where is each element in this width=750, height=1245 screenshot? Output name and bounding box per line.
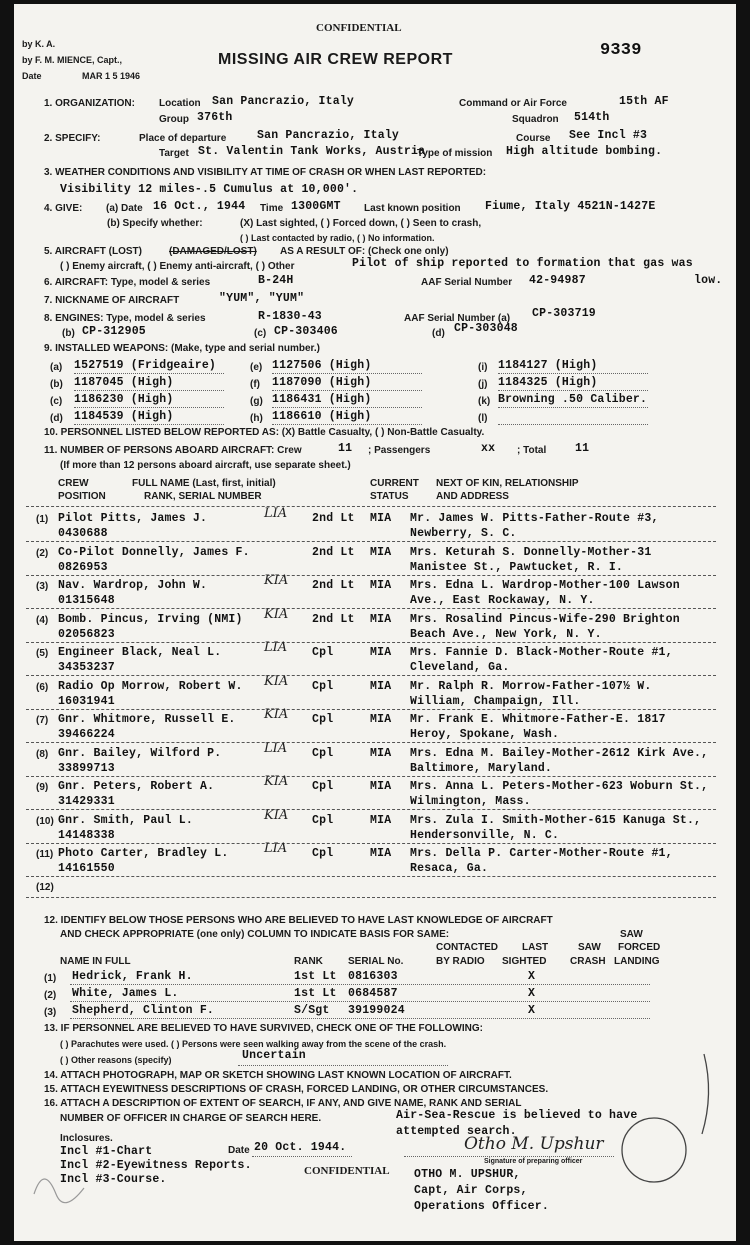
weapon-key: (c): [50, 396, 63, 407]
crew-row-number: (7): [36, 715, 49, 726]
s4-label: 4. GIVE:: [44, 203, 83, 214]
crew-kin-line-2: Beach Ave., New York, N. Y.: [410, 627, 602, 641]
crew-rank: Cpl: [312, 780, 334, 793]
s4-date-label: (a) Date: [106, 203, 143, 214]
s8-c: CP-303406: [274, 325, 338, 338]
weapon-value: 1184325 (High): [498, 376, 598, 389]
crew-handwritten-note: LIA: [264, 841, 288, 856]
crew-status: MIA: [370, 512, 392, 525]
s2-label: 2. SPECIFY:: [44, 133, 101, 144]
crew-row-number: (5): [36, 648, 49, 659]
weapon-key: (e): [250, 362, 263, 373]
s15: 15. ATTACH EYEWITNESS DESCRIPTIONS OF CRASH, FORCED LANDING, OR OTHER CIRCUMSTANCES.: [44, 1084, 549, 1095]
crew-row-number: (11): [36, 849, 54, 860]
crew-rank: 2nd Lt: [312, 579, 355, 592]
crew-name: Co-Pilot Donnelly, James F.: [58, 545, 250, 559]
crew-kin-line-1: Mrs. Edna L. Wardrop-Mother-100 Lawson: [410, 579, 680, 592]
crew-kin-line-1: Mr. James W. Pitts-Father-Route #3,: [410, 512, 659, 525]
s8-b-label: (b): [62, 328, 75, 339]
s1-location-label: Location: [159, 98, 201, 109]
crew-status: MIA: [370, 780, 392, 793]
crew-status: MIA: [370, 679, 392, 693]
crew-status: MIA: [370, 847, 392, 860]
s6-label: 6. AIRCRAFT: Type, model & series: [44, 277, 211, 288]
crew-serial: 16031941: [58, 694, 115, 708]
crew-kin-line-1: Mrs. Fannie D. Black-Mother-Route #1,: [410, 646, 673, 659]
margin-scribble: [702, 1054, 709, 1134]
witness-rank: 1st Lt: [294, 987, 337, 1000]
crew-kin-line-2: Heroy, Spokane, Wash.: [410, 728, 560, 741]
crew-serial: 33899713: [58, 761, 115, 775]
s12-h-contacted: CONTACTED: [436, 942, 499, 953]
crew-col3-a: CURRENT: [370, 478, 419, 489]
auth-by-2: by F. M. MIENCE, Capt.,: [22, 55, 123, 65]
crew-serial: 01315648: [58, 594, 115, 607]
crew-rank: Cpl: [312, 813, 334, 827]
crew-rank: 2nd Lt: [312, 612, 355, 626]
weapon-key: (a): [50, 362, 63, 373]
witness-last-sighted-mark: X: [528, 987, 536, 1000]
footer-date-label: Date: [228, 1145, 250, 1156]
crew-serial: 31429331: [58, 795, 115, 808]
witness-serial: 39199024: [348, 1004, 405, 1017]
s12-h-saw2: SAW: [578, 942, 601, 953]
crew-row-number: (9): [36, 782, 49, 793]
s4-pos: Fiume, Italy 4521N-1427E: [485, 200, 656, 213]
s5-line2: ( ) Enemy aircraft, ( ) Enemy anti-aircraft, ( ) Other: [60, 261, 295, 272]
crew-rank: Cpl: [312, 713, 334, 726]
s2-depart-label: Place of departure: [139, 133, 227, 144]
crew-col1-a: CREW: [58, 478, 89, 489]
crew-handwritten-note: KIA: [264, 774, 289, 789]
crew-name: Gnr. Peters, Robert A.: [58, 780, 215, 793]
inclosure-1: Incl #1-Chart: [60, 1145, 153, 1158]
s2-target: St. Valentin Tank Works, Austria: [198, 145, 426, 158]
s11-note: (If more than 12 persons aboard aircraft, use separate sheet.): [60, 460, 351, 471]
s8-d-label: (d): [432, 328, 445, 339]
s11-crew: 11: [338, 442, 353, 455]
s8-c-label: (c): [254, 328, 267, 339]
s2-mission-label: Type of mission: [417, 148, 493, 159]
s1-location: San Pancrazio, Italy: [212, 95, 355, 108]
weapon-value: 1187090 (High): [272, 376, 372, 389]
crew-rank: 2nd Lt: [312, 545, 355, 559]
signature: Otho M. Upshur: [464, 1134, 604, 1154]
s5-other: Pilot of ship reported to formation that gas was: [352, 257, 693, 270]
s4-time-label: Time: [260, 203, 284, 214]
weapon-key: (l): [478, 413, 488, 424]
s12-h-name: NAME IN FULL: [60, 956, 131, 967]
s6-serial: 42-94987: [529, 274, 586, 287]
crew-kin-line-1: Mrs. Rosalind Pincus-Wife-290 Brighton: [410, 612, 680, 626]
witness-last-sighted-mark: X: [528, 1004, 536, 1017]
s16-line1: 16. ATTACH A DESCRIPTION OF EXTENT OF SEARCH, IF ANY, AND GIVE NAME, RANK AND SERIAL: [44, 1098, 522, 1109]
auth-by-1: by K. A.: [22, 39, 56, 49]
crew-kin-line-2: Resaca, Ga.: [410, 862, 489, 875]
weapon-key: (f): [250, 379, 260, 390]
crew-kin-line-1: Mr. Ralph R. Morrow-Father-107½ W.: [410, 679, 652, 693]
s6-serial-label: AAF Serial Number: [421, 277, 513, 288]
s2-target-label: Target: [159, 148, 189, 159]
crew-kin-line-2: Wilmington, Mass.: [410, 795, 531, 808]
s5-struck: (DAMAGED/LOST): [169, 246, 257, 257]
crew-handwritten-note: KIA: [264, 807, 289, 823]
s11-total-label: ; Total: [517, 445, 547, 456]
witness-name: Shepherd, Clinton F.: [72, 1004, 215, 1017]
s2-mission: High altitude bombing.: [506, 145, 663, 158]
crew-col1-b: POSITION: [58, 491, 106, 502]
s8-b: CP-312905: [82, 325, 146, 338]
witness-name: White, James L.: [72, 987, 179, 1000]
weapon-key: (g): [250, 396, 263, 407]
s11-label: 11. NUMBER OF PERSONS ABOARD AIRCRAFT: Crew: [44, 445, 302, 456]
inclosure-3: Incl #3-Course.: [60, 1173, 167, 1186]
crew-kin-line-2: Baltimore, Maryland.: [410, 761, 553, 775]
crew-name: Photo Carter, Bradley L.: [58, 847, 229, 860]
witness-last-sighted-mark: X: [528, 970, 536, 983]
s2-depart: San Pancrazio, Italy: [257, 129, 400, 142]
weapon-key: (k): [478, 396, 491, 407]
s13-line1: 13. IF PERSONNEL ARE BELIEVED TO HAVE SURVIVED, CHECK ONE OF THE FOLLOWING:: [44, 1023, 483, 1034]
crew-name: Pilot Pitts, James J.: [58, 512, 208, 525]
weapon-value: 1127506 (High): [272, 359, 372, 372]
s11-pass-label: ; Passengers: [368, 445, 431, 456]
inclosures-label: Inclosures.: [60, 1133, 113, 1144]
s12-h-crash: CRASH: [570, 956, 606, 967]
crew-col2-a: FULL NAME (Last, first, initial): [132, 478, 276, 489]
officer-rank: Capt, Air Corps,: [414, 1184, 528, 1197]
s11-total: 11: [575, 442, 590, 455]
witness-row-number: (1): [44, 973, 57, 984]
crew-rank: 2nd Lt: [312, 512, 355, 525]
s12-h-serial: SERIAL No.: [348, 956, 404, 967]
crew-status: MIA: [370, 612, 392, 626]
weapon-value: 1186610 (High): [272, 410, 372, 423]
s2-course-label: Course: [516, 133, 551, 144]
crew-name: Gnr. Whitmore, Russell E.: [58, 713, 236, 726]
crew-handwritten-note: KIA: [264, 573, 289, 588]
crew-col2-b: RANK, SERIAL NUMBER: [144, 491, 262, 502]
s8-label: 8. ENGINES: Type, model & series: [44, 313, 206, 324]
weapon-key: (j): [478, 379, 488, 390]
weapon-key: (h): [250, 413, 263, 424]
crew-serial: 0826953: [58, 560, 108, 574]
crew-col4-a: NEXT OF KIN, RELATIONSHIP: [436, 478, 579, 489]
s10-text: 10. PERSONNEL LISTED BELOW REPORTED AS: (X) Battle Casualty, ( ) Non-Battle Casualty.: [44, 427, 485, 438]
crew-kin-line-1: Mrs. Zula I. Smith-Mother-615 Kanuga St.,: [410, 813, 702, 827]
crew-handwritten-note: LIA: [264, 506, 288, 521]
crew-row-number: (10): [36, 815, 54, 827]
s13-line3: ( ) Other reasons (specify): [60, 1055, 172, 1065]
s14: 14. ATTACH PHOTOGRAPH, MAP OR SKETCH SHOWING LAST KNOWN LOCATION OF AIRCRAFT.: [44, 1070, 512, 1081]
crew-status: MIA: [370, 545, 392, 559]
weapon-key: (b): [50, 379, 63, 390]
s5-result: AS A RESULT OF: (Check one only): [280, 246, 449, 257]
weapon-value: 1527519 (Fridgeaire): [74, 359, 217, 372]
s6-value: B-24H: [258, 274, 294, 287]
report-number: 9339: [600, 41, 642, 60]
s1-squadron-label: Squadron: [512, 114, 559, 125]
s12-h-radio: BY RADIO: [436, 956, 485, 967]
s12-h-last: LAST: [522, 942, 549, 953]
s8-value: R-1830-43: [258, 310, 322, 323]
date-value: MAR 1 5 1946: [82, 71, 141, 81]
crew-status: MIA: [370, 579, 392, 592]
witness-row-number: (2): [44, 990, 57, 1001]
witness-rank: 1st Lt: [294, 970, 337, 983]
handwritten-marks: [14, 4, 736, 1241]
classification-top: CONFIDENTIAL: [316, 22, 402, 34]
s16-value-2: attempted search.: [396, 1125, 517, 1138]
s1-squadron: 514th: [574, 111, 610, 124]
s1-command-label: Command or Air Force: [459, 98, 567, 109]
officer-name: OTHO M. UPSHUR,: [414, 1168, 521, 1181]
crew-rank: Cpl: [312, 646, 334, 659]
crew-kin-line-1: Mrs. Edna M. Bailey-Mother-2612 Kirk Ave.,: [410, 746, 709, 760]
officer-title: Operations Officer.: [414, 1200, 549, 1213]
s8-serial-label: AAF Serial Number (a): [404, 313, 511, 324]
s1-command: 15th AF: [619, 95, 669, 108]
s11-pass: xx: [481, 442, 496, 455]
crew-status: MIA: [370, 713, 392, 726]
crew-serial: 39466224: [58, 728, 115, 741]
s2-course: See Incl #3: [569, 129, 648, 142]
s13-line2: ( ) Parachutes were used. ( ) Persons were seen walking away from the scene of the crash.: [60, 1039, 447, 1049]
crew-handwritten-note: LIA: [264, 640, 288, 655]
witness-serial: 0684587: [348, 987, 398, 1000]
crew-serial: 34353237: [58, 661, 115, 674]
crew-name: Gnr. Smith, Paul L.: [58, 813, 193, 827]
crew-row-number: (8): [36, 748, 49, 760]
s1-group-label: Group: [159, 114, 189, 125]
pencil-scribble: [34, 1179, 84, 1203]
s4-time: 1300GMT: [291, 200, 341, 213]
inclosure-2: Incl #2-Eyewitness Reports.: [60, 1159, 252, 1172]
s12-line2: AND CHECK APPROPRIATE (one only) COLUMN TO INDICATE BASIS FOR SAME:: [60, 929, 450, 940]
weapon-value: 1186230 (High): [74, 393, 174, 406]
crew-name: Radio Op Morrow, Robert W.: [58, 679, 243, 693]
s8-d: CP-303048: [454, 322, 518, 335]
s4-date: 16 Oct., 1944: [153, 200, 246, 213]
s4-pos-label: Last known position: [364, 203, 461, 214]
crew-handwritten-note: LIA: [264, 740, 288, 756]
s13-other-value: Uncertain: [242, 1049, 306, 1062]
crew-col3-b: STATUS: [370, 491, 409, 502]
crew-name: Bomb. Pincus, Irving (NMI): [58, 612, 243, 626]
crew-row-number: (6): [36, 681, 49, 693]
s1-group: 376th: [197, 111, 233, 124]
crew-status: MIA: [370, 746, 392, 760]
s3-value: Visibility 12 miles-.5 Cumulus at 10,000'.: [60, 183, 359, 196]
s16-line2: NUMBER OF OFFICER IN CHARGE OF SEARCH HERE.: [60, 1113, 322, 1124]
s4-b-label: (b) Specify whether:: [107, 218, 203, 229]
s16-value-1: Air-Sea-Rescue is believed to have: [396, 1109, 638, 1122]
crew-serial: 02056823: [58, 627, 115, 641]
s12-line1: 12. IDENTIFY BELOW THOSE PERSONS WHO ARE BELIEVED TO HAVE LAST KNOWLEDGE OF AIRCRAFT: [44, 915, 553, 926]
crew-handwritten-note: KIA: [264, 707, 289, 722]
crew-rank: Cpl: [312, 679, 334, 693]
crew-name: Engineer Black, Neal L.: [58, 646, 222, 659]
weapon-value: 1187045 (High): [74, 376, 174, 389]
crew-kin-line-2: Manistee St., Pawtucket, R. I.: [410, 560, 624, 574]
crew-rank: Cpl: [312, 746, 334, 760]
s1-label: 1. ORGANIZATION:: [44, 98, 135, 109]
s3-label: 3. WEATHER CONDITIONS AND VISIBILITY AT TIME OF CRASH OR WHEN LAST REPORTED:: [44, 167, 487, 178]
crew-handwritten-note: KIA: [264, 673, 289, 689]
weapon-value: 1184539 (High): [74, 410, 174, 423]
crew-kin-line-1: Mrs. Anna L. Peters-Mother-623 Woburn St.,: [410, 780, 709, 793]
s4-b-options-1: (X) Last sighted, ( ) Forced down, ( ) Seen to crash,: [240, 218, 482, 229]
crew-kin-line-2: Ave., East Rockaway, N. Y.: [410, 594, 595, 607]
crew-name: Nav. Wardrop, John W.: [58, 579, 208, 592]
crew-kin-line-2: William, Champaign, Ill.: [410, 694, 581, 708]
s12-h-forced: FORCED: [618, 942, 661, 953]
s5-other-2: low.: [694, 274, 723, 287]
report-sheet: [14, 4, 736, 1241]
date-label: Date: [22, 71, 42, 81]
witness-row-number: (3): [44, 1007, 57, 1018]
s12-h-saw: SAW: [620, 929, 643, 940]
crew-row-number: (3): [36, 581, 49, 592]
crew-kin-line-2: Cleveland, Ga.: [410, 661, 510, 674]
crew-kin-line-2: Newberry, S. C.: [410, 527, 517, 540]
crew-handwritten-note: KIA: [264, 606, 289, 622]
witness-rank: S/Sgt: [294, 1004, 330, 1017]
weapon-value: 1186431 (High): [272, 393, 372, 406]
crew-status: MIA: [370, 813, 392, 827]
crew-rank: Cpl: [312, 847, 334, 860]
s12-h-sighted: SIGHTED: [502, 956, 547, 967]
classification-bottom: CONFIDENTIAL: [304, 1165, 390, 1177]
crew-serial: 14161550: [58, 862, 115, 875]
crew-row-12-number: (12): [36, 882, 54, 893]
crew-row-number: (4): [36, 614, 49, 626]
s4-b-options-2: ( ) Last contacted by radio, ( ) No information.: [240, 233, 435, 243]
witness-serial: 0816303: [348, 970, 398, 983]
crew-name: Gnr. Bailey, Wilford P.: [58, 746, 222, 760]
crew-kin-line-1: Mrs. Keturah S. Donnelly-Mother-31: [410, 545, 652, 559]
s12-h-landing: LANDING: [614, 956, 660, 967]
weapon-key: (i): [478, 362, 488, 373]
weapon-value: 1184127 (High): [498, 359, 598, 372]
crew-col4-b: AND ADDRESS: [436, 491, 509, 502]
crew-row-number: (2): [36, 547, 49, 559]
signature-caption: Signature of preparing officer: [484, 1158, 583, 1165]
report-title: MISSING AIR CREW REPORT: [218, 51, 453, 68]
weapon-value: Browning .50 Caliber.: [498, 393, 648, 406]
witness-name: Hedrick, Frank H.: [72, 970, 193, 983]
crew-kin-line-1: Mr. Frank E. Whitmore-Father-E. 1817: [410, 713, 666, 726]
crew-status: MIA: [370, 646, 392, 659]
crew-serial: 14148338: [58, 828, 115, 842]
circled-number-mark: [622, 1118, 686, 1182]
footer-date: 20 Oct. 1944.: [254, 1141, 347, 1154]
s9-label: 9. INSTALLED WEAPONS: (Make, type and serial number.): [44, 343, 320, 354]
crew-kin-line-2: Hendersonville, N. C.: [410, 828, 560, 842]
weapon-key: (d): [50, 413, 63, 424]
s7-label: 7. NICKNAME OF AIRCRAFT: [44, 295, 180, 306]
s12-h-rank: RANK: [294, 956, 323, 967]
s5-label: 5. AIRCRAFT (LOST): [44, 246, 142, 257]
s8-a: CP-303719: [532, 307, 596, 320]
crew-row-number: (1): [36, 514, 49, 525]
crew-serial: 0430688: [58, 527, 108, 540]
crew-kin-line-1: Mrs. Della P. Carter-Mother-Route #1,: [410, 847, 673, 860]
s7-value: "YUM", "YUM": [219, 292, 305, 305]
